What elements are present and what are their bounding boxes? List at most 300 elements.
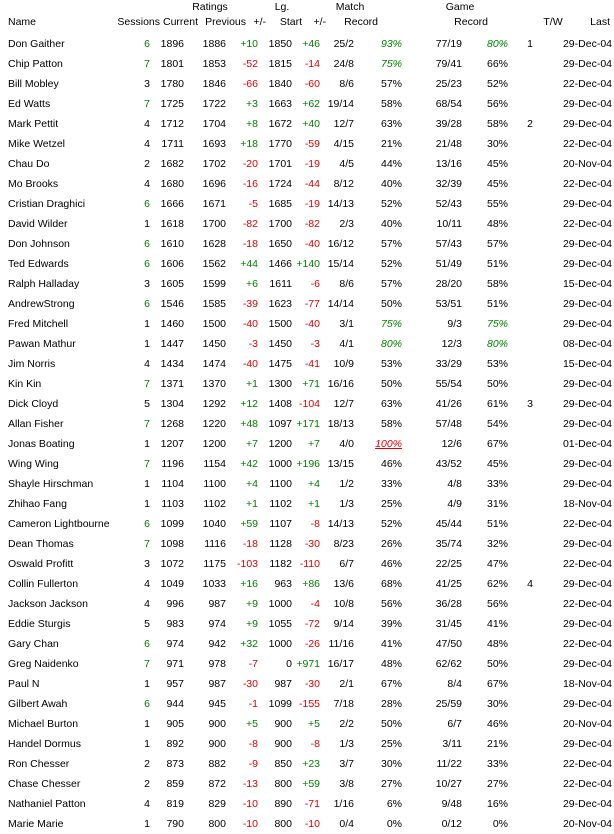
sessions-cell: 7 [144, 378, 150, 390]
game-record: 25/23 [435, 78, 462, 90]
player-name: Shayle Hirschman [8, 478, 94, 490]
start-rating: 1099 [268, 698, 292, 710]
player-name: Gary Chan [8, 638, 59, 650]
tw-cell [522, 774, 538, 794]
total-change: -60 [304, 78, 320, 90]
start-rating: 1107 [269, 518, 292, 530]
tw-cell: 4 [527, 578, 533, 590]
tw-cell: 1 [527, 38, 533, 50]
tw-cell [522, 634, 538, 654]
tw-cell [522, 214, 538, 234]
current-rating: 1610 [160, 238, 184, 250]
player-name: Paul N [8, 678, 40, 690]
start-rating: 1055 [268, 618, 292, 630]
start-rating: 1650 [268, 238, 292, 250]
game-record: 52/43 [435, 198, 462, 210]
start-rating: 900 [274, 718, 292, 730]
game-record: 8/4 [447, 678, 462, 690]
start-rating: 1623 [268, 298, 292, 310]
player-name: Bill Mobley [8, 78, 59, 90]
total-change: -40 [304, 238, 320, 250]
sessions-cell: 5 [144, 618, 150, 630]
sessions-cell: 3 [144, 78, 150, 90]
current-rating: 1447 [160, 338, 184, 350]
game-record: 11/22 [436, 758, 462, 770]
game-record: 10/27 [435, 778, 462, 790]
rating-change: -40 [242, 358, 258, 370]
tw-cell [522, 134, 538, 154]
sessions-cell: 5 [144, 398, 150, 410]
game-record: 22/25 [435, 558, 462, 570]
table-row [0, 574, 614, 594]
tw-cell [522, 714, 538, 734]
last-played: 29-Dec-04 [562, 798, 612, 810]
header-sessions: Sessions [117, 16, 160, 28]
match-record: 3/7 [339, 758, 354, 770]
table-row [0, 694, 614, 714]
sessions-cell: 6 [144, 518, 150, 530]
table-row [0, 94, 614, 114]
sessions-cell: 4 [144, 178, 150, 190]
match-record: 3/8 [339, 778, 354, 790]
match-record: 2/3 [339, 218, 354, 230]
rating-change: +4 [246, 478, 258, 490]
previous-rating: 1116 [204, 538, 226, 550]
rating-change: +9 [246, 598, 258, 610]
tw-cell [522, 354, 538, 374]
player-name: Mark Pettit [8, 118, 59, 130]
sessions-cell: 1 [144, 318, 150, 330]
previous-rating: 1100 [203, 478, 226, 490]
game-record: 9/48 [441, 798, 462, 810]
match-record: 16/16 [327, 378, 354, 390]
table-row [0, 294, 614, 314]
player-name: Jackson Jackson [8, 598, 88, 610]
player-name: Chau Do [8, 158, 50, 170]
rating-change: -8 [248, 738, 258, 750]
table-row [0, 814, 614, 834]
current-rating: 1605 [160, 278, 184, 290]
match-percent: 41% [380, 638, 402, 650]
table-row [0, 154, 614, 174]
start-rating: 1100 [269, 478, 292, 490]
game-record: 0/12 [441, 818, 462, 830]
sessions-cell: 1 [144, 498, 150, 510]
match-record: 1/16 [333, 798, 354, 810]
current-rating: 971 [166, 658, 184, 670]
current-rating: 957 [166, 678, 184, 690]
last-played: 29-Dec-04 [562, 458, 612, 470]
current-rating: 1207 [160, 438, 184, 450]
game-percent: 41% [486, 618, 508, 630]
match-percent: 63% [380, 118, 402, 130]
last-played: 18-Nov-04 [562, 678, 612, 690]
total-change: +86 [302, 578, 320, 590]
player-name: Cristian Draghici [8, 198, 86, 210]
previous-rating: 1450 [202, 338, 226, 350]
total-change: +1 [308, 498, 320, 510]
current-rating: 1099 [160, 518, 184, 530]
current-rating: 1896 [160, 38, 184, 50]
current-rating: 819 [166, 798, 184, 810]
current-rating: 873 [166, 758, 184, 770]
previous-rating: 1292 [202, 398, 226, 410]
game-record: 3/11 [442, 738, 462, 750]
current-rating: 1712 [160, 118, 184, 130]
table-row [0, 494, 614, 514]
last-played: 22-Dec-04 [562, 518, 612, 530]
match-record: 15/14 [327, 258, 354, 270]
header-pm2: +/- [313, 16, 326, 28]
total-change: +59 [302, 778, 320, 790]
start-rating: 1097 [268, 418, 292, 430]
match-percent: 48% [380, 658, 402, 670]
current-rating: 1460 [160, 318, 184, 330]
current-rating: 1098 [160, 538, 184, 550]
tw-cell [522, 434, 538, 454]
start-rating: 1663 [268, 98, 292, 110]
player-name: Cameron Lightbourne [8, 518, 110, 530]
sessions-cell: 2 [144, 758, 150, 770]
header-column-row [0, 15, 614, 35]
match-record: 8/23 [333, 538, 354, 550]
match-percent: 75% [380, 318, 402, 330]
match-percent: 50% [380, 718, 402, 730]
match-record: 1/3 [339, 738, 354, 750]
rating-change: +9 [246, 618, 258, 630]
last-played: 29-Dec-04 [562, 118, 612, 130]
last-played: 15-Dec-04 [562, 358, 612, 370]
match-percent: 58% [380, 98, 402, 110]
last-played: 29-Dec-04 [562, 258, 612, 270]
match-percent: 63% [380, 398, 402, 410]
previous-rating: 829 [208, 798, 226, 810]
match-percent: 39% [380, 618, 402, 630]
last-played: 29-Dec-04 [562, 58, 612, 70]
match-record: 10/9 [333, 358, 354, 370]
game-record: 4/9 [447, 498, 462, 510]
current-rating: 1801 [160, 58, 184, 70]
start-rating: 1815 [268, 58, 292, 70]
player-name: David Wilder [8, 218, 68, 230]
match-record: 8/12 [333, 178, 354, 190]
tw-cell [522, 814, 538, 834]
match-record: 4/5 [339, 158, 354, 170]
total-change: +23 [302, 758, 320, 770]
game-percent: 33% [486, 758, 508, 770]
table-row [0, 734, 614, 754]
game-percent: 46% [486, 718, 508, 730]
match-record: 4/0 [339, 438, 354, 450]
match-percent: 25% [380, 498, 402, 510]
previous-rating: 1853 [202, 58, 226, 70]
rating-change: -66 [242, 78, 258, 90]
game-percent: 30% [486, 138, 508, 150]
match-record: 1/3 [339, 498, 354, 510]
total-change: +971 [296, 658, 320, 670]
total-change: -3 [310, 338, 320, 350]
game-record: 41/26 [435, 398, 462, 410]
current-rating: 1103 [161, 498, 184, 510]
game-percent: 56% [486, 98, 508, 110]
start-rating: 1770 [268, 138, 292, 150]
table-row [0, 134, 614, 154]
last-played: 29-Dec-04 [562, 398, 612, 410]
tw-cell [522, 274, 538, 294]
current-rating: 1371 [160, 378, 184, 390]
sessions-cell: 7 [144, 58, 150, 70]
game-percent: 51% [486, 258, 508, 270]
player-name: Nathaniel Patton [8, 798, 86, 810]
game-percent: 53% [486, 358, 508, 370]
match-record: 11/16 [328, 638, 354, 650]
last-played: 29-Dec-04 [562, 698, 612, 710]
start-rating: 0 [286, 658, 292, 670]
current-rating: 1546 [160, 298, 184, 310]
tw-cell [522, 734, 538, 754]
game-percent: 48% [486, 638, 508, 650]
game-record: 6/7 [447, 718, 462, 730]
match-percent: 52% [380, 518, 402, 530]
match-percent: 25% [380, 738, 402, 750]
start-rating: 800 [274, 818, 292, 830]
total-change: +196 [296, 458, 320, 470]
start-rating: 1128 [269, 538, 292, 550]
match-percent: 56% [380, 598, 402, 610]
match-percent: 67% [380, 678, 402, 690]
table-row [0, 754, 614, 774]
previous-rating: 978 [208, 658, 226, 670]
sessions-cell: 6 [144, 638, 150, 650]
game-percent: 80% [486, 338, 508, 350]
player-name: Oswald Profitt [8, 558, 74, 570]
current-rating: 996 [166, 598, 184, 610]
game-record: 36/28 [435, 598, 462, 610]
previous-rating: 1562 [202, 258, 226, 270]
match-record: 7/18 [333, 698, 354, 710]
table-row [0, 54, 614, 74]
total-change: -19 [304, 158, 320, 170]
total-change: +71 [302, 378, 320, 390]
match-percent: 26% [380, 538, 402, 550]
game-percent: 67% [486, 438, 508, 450]
match-percent: 75% [380, 58, 402, 70]
table-row [0, 414, 614, 434]
match-record: 14/14 [327, 298, 354, 310]
tw-cell [522, 694, 538, 714]
current-rating: 1618 [160, 218, 184, 230]
previous-rating: 945 [208, 698, 226, 710]
tw-cell [522, 534, 538, 554]
tw-cell [522, 254, 538, 274]
sessions-cell: 6 [144, 258, 150, 270]
previous-rating: 1628 [202, 238, 226, 250]
player-name: Chip Patton [8, 58, 63, 70]
game-record: 32/39 [435, 178, 462, 190]
tw-cell: 2 [527, 118, 533, 130]
last-played: 01-Dec-04 [562, 438, 612, 450]
start-rating: 1500 [268, 318, 292, 330]
start-rating: 1475 [268, 358, 292, 370]
total-change: -104 [298, 398, 320, 410]
game-percent: 50% [486, 658, 508, 670]
rating-change: -16 [242, 178, 258, 190]
previous-rating: 1700 [202, 218, 226, 230]
last-played: 08-Dec-04 [562, 338, 612, 350]
rating-change: +44 [240, 258, 258, 270]
sessions-cell: 1 [144, 818, 150, 830]
sessions-cell: 6 [144, 238, 150, 250]
start-rating: 1450 [268, 338, 292, 350]
header-last: Last [590, 16, 610, 28]
total-change: -8 [310, 738, 320, 750]
match-percent: 52% [380, 198, 402, 210]
tw-cell [522, 334, 538, 354]
game-record: 41/25 [435, 578, 462, 590]
match-record: 8/6 [339, 278, 354, 290]
table-row [0, 234, 614, 254]
rating-change: +10 [240, 38, 258, 50]
total-change: -4 [310, 598, 320, 610]
tw-cell [522, 614, 538, 634]
previous-rating: 1220 [202, 418, 226, 430]
tw-cell [522, 554, 538, 574]
player-name: Dean Thomas [8, 538, 74, 550]
game-percent: 33% [486, 478, 508, 490]
tw-cell [522, 414, 538, 434]
match-percent: 40% [380, 218, 402, 230]
header-pm1: +/- [253, 16, 266, 28]
sessions-cell: 6 [144, 698, 150, 710]
rating-change: +16 [240, 578, 258, 590]
tw-cell [522, 234, 538, 254]
header-ratings: Ratings [192, 1, 228, 13]
player-name: Don Gaither [8, 38, 65, 50]
start-rating: 987 [274, 678, 292, 690]
match-percent: 46% [380, 558, 402, 570]
previous-rating: 974 [208, 618, 226, 630]
sessions-cell: 7 [144, 538, 150, 550]
start-rating: 1300 [268, 378, 292, 390]
match-percent: 30% [380, 758, 402, 770]
sessions-cell: 7 [144, 658, 150, 670]
table-row [0, 714, 614, 734]
last-played: 29-Dec-04 [562, 418, 612, 430]
tw-cell [522, 314, 538, 334]
last-played: 18-Nov-04 [562, 498, 612, 510]
table-row [0, 254, 614, 274]
header-match-record: Record [344, 16, 378, 28]
match-record: 16/12 [327, 238, 354, 250]
sessions-cell: 3 [144, 278, 150, 290]
last-played: 22-Dec-04 [562, 178, 612, 190]
tw-cell [522, 654, 538, 674]
current-rating: 1780 [160, 78, 184, 90]
match-percent: 93% [380, 38, 402, 50]
sessions-cell: 4 [144, 598, 150, 610]
start-rating: 1466 [268, 258, 292, 270]
rating-change: -13 [242, 778, 258, 790]
sessions-cell: 2 [144, 158, 150, 170]
rating-change: -40 [242, 318, 258, 330]
last-played: 22-Dec-04 [562, 778, 612, 790]
tw-cell [522, 594, 538, 614]
player-name: Ron Chesser [8, 758, 70, 770]
game-record: 25/59 [435, 698, 462, 710]
previous-rating: 800 [208, 818, 226, 830]
sessions-cell: 4 [144, 118, 150, 130]
match-record: 18/13 [327, 418, 354, 430]
table-row [0, 774, 614, 794]
game-record: 28/20 [435, 278, 462, 290]
match-record: 8/6 [339, 78, 354, 90]
game-percent: 67% [486, 678, 508, 690]
total-change: +140 [296, 258, 320, 270]
start-rating: 1200 [268, 438, 292, 450]
rating-change: -3 [248, 338, 258, 350]
game-percent: 52% [486, 78, 508, 90]
match-record: 0/4 [339, 818, 354, 830]
match-record: 1/2 [339, 478, 354, 490]
match-percent: 100% [375, 438, 402, 450]
current-rating: 1268 [160, 418, 184, 430]
previous-rating: 942 [208, 638, 226, 650]
game-record: 9/3 [447, 318, 462, 330]
player-name: Eddie Sturgis [8, 618, 71, 630]
total-change: +62 [302, 98, 320, 110]
table-row [0, 614, 614, 634]
last-played: 29-Dec-04 [562, 298, 612, 310]
match-percent: 40% [380, 178, 402, 190]
match-record: 19/14 [327, 98, 354, 110]
header-name: Name [8, 16, 37, 28]
total-change: +7 [308, 438, 320, 450]
header-tw: T/W [543, 16, 563, 28]
game-percent: 54% [486, 418, 508, 430]
match-percent: 44% [380, 158, 402, 170]
current-rating: 1304 [160, 398, 184, 410]
rating-change: -39 [242, 298, 258, 310]
rating-change: -103 [236, 558, 258, 570]
player-name: Zhihao Fang [8, 498, 67, 510]
game-percent: 58% [486, 118, 508, 130]
table-row [0, 334, 614, 354]
tw-cell [522, 514, 538, 534]
sessions-cell: 4 [144, 578, 150, 590]
rating-change: -52 [242, 58, 258, 70]
tw-cell [522, 154, 538, 174]
previous-rating: 900 [208, 718, 226, 730]
player-name: AndrewStrong [8, 298, 75, 310]
game-percent: 45% [486, 178, 508, 190]
sessions-cell: 1 [144, 738, 150, 750]
current-rating: 1049 [160, 578, 184, 590]
game-percent: 58% [486, 278, 508, 290]
rating-change: +5 [246, 718, 258, 730]
match-percent: 57% [380, 238, 402, 250]
table-row [0, 174, 614, 194]
rating-change: -10 [242, 798, 258, 810]
game-record: 79/41 [435, 58, 462, 70]
match-percent: 50% [380, 298, 402, 310]
last-played: 22-Dec-04 [562, 558, 612, 570]
current-rating: 1072 [160, 558, 184, 570]
sessions-cell: 4 [144, 358, 150, 370]
total-change: -82 [304, 218, 320, 230]
match-record: 13/6 [333, 578, 354, 590]
header-game-record: Record [454, 16, 488, 28]
total-change: -8 [310, 518, 320, 530]
